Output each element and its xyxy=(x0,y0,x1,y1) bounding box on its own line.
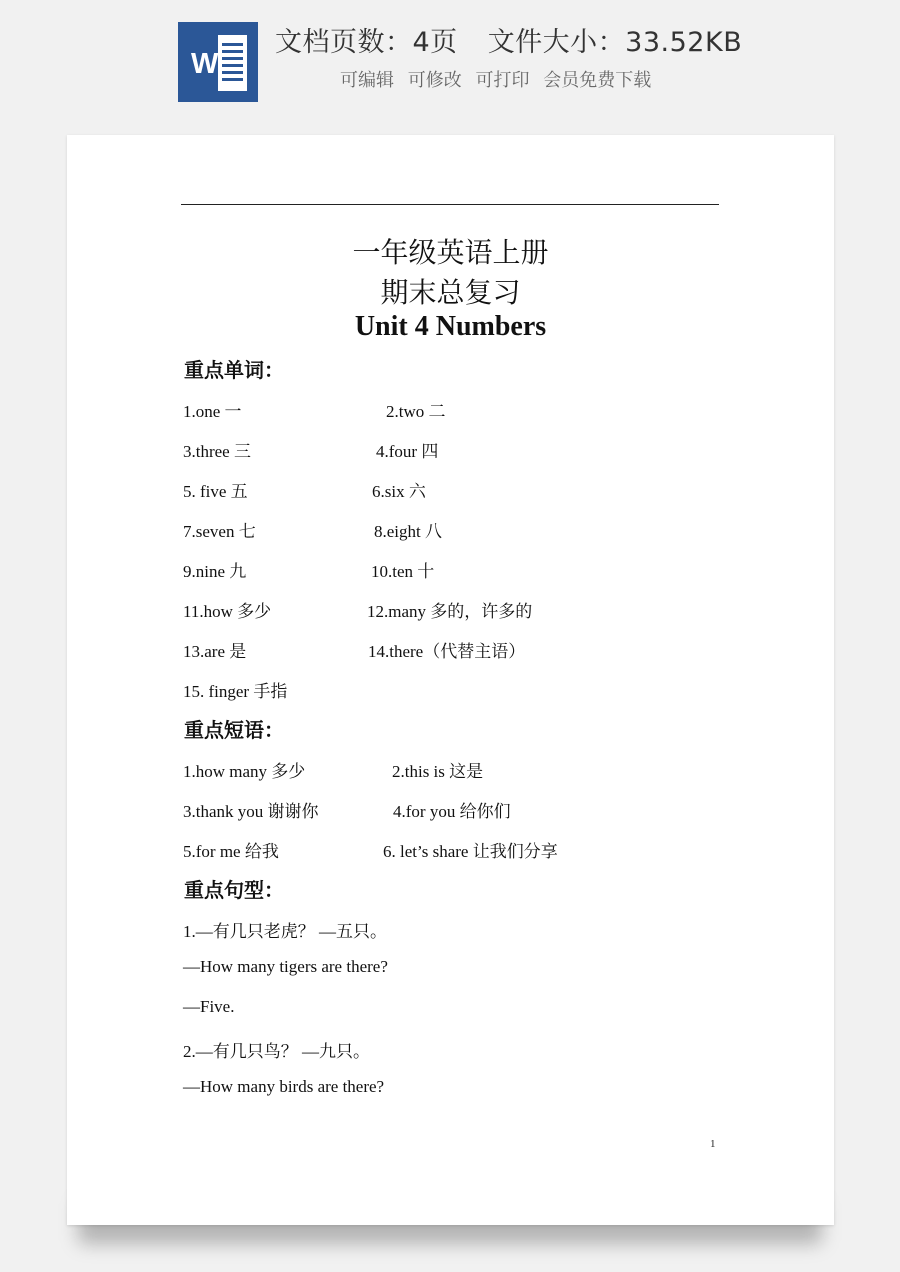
word-item: 3.three 三 xyxy=(183,442,251,461)
document-page xyxy=(67,135,834,1225)
document-info-header xyxy=(0,0,900,120)
word-item: 15. finger 手指 xyxy=(183,682,288,701)
phrase-item: 2.this is 这是 xyxy=(392,762,484,781)
unit-title: Unit 4 Numbers xyxy=(354,311,547,342)
page-count: 文档页数：4页 xyxy=(275,27,458,58)
word-item: 14.there（代替主语） xyxy=(368,642,526,661)
word-item: 13.are 是 xyxy=(183,642,247,661)
feature-editable: 可编辑 xyxy=(340,70,394,91)
phrase-item: 4.for you 给你们 xyxy=(393,802,511,821)
heading-key-phrases: 重点短语： xyxy=(184,718,284,742)
word-item: 11.how 多少 xyxy=(183,602,272,621)
word-document-icon xyxy=(178,22,258,102)
document-stats xyxy=(275,20,742,59)
phrase-item: 3.thank you 谢谢你 xyxy=(183,802,319,821)
heading-key-words: 重点单词： xyxy=(184,358,284,382)
word-item: 8.eight 八 xyxy=(374,522,442,541)
sentence-item: —Five. xyxy=(183,997,235,1016)
phrase-item: 5.for me 给我 xyxy=(183,842,279,861)
feature-member-download: 会员免费下载 xyxy=(543,70,652,91)
page-number: 1 xyxy=(710,1138,716,1150)
title-line-2: 期末总复习 xyxy=(380,276,521,309)
sentence-item: 1.—有几只老虎？ —五只。 xyxy=(183,922,387,941)
word-item: 10.ten 十 xyxy=(371,562,435,581)
word-item: 7.seven 七 xyxy=(183,522,256,541)
word-item: 6.six 六 xyxy=(372,482,426,501)
sentence-item: —How many tigers are there? xyxy=(183,957,388,976)
feature-printable: 可打印 xyxy=(475,70,530,91)
word-icon-letter: W xyxy=(191,48,219,80)
word-item: 4.four 四 xyxy=(376,442,439,461)
phrase-item: 1.how many 多少 xyxy=(183,762,306,781)
word-item: 12.many 多的，许多的 xyxy=(367,602,533,621)
sentence-item: 2.—有几只鸟？ —九只。 xyxy=(183,1042,370,1061)
word-item: 2.two 二 xyxy=(386,402,446,421)
phrase-item: 6. let’s share 让我们分享 xyxy=(383,842,558,861)
sentence-item: —How many birds are there? xyxy=(183,1077,385,1096)
word-item: 1.one 一 xyxy=(183,402,242,421)
heading-key-sentences: 重点句型： xyxy=(184,878,284,902)
header-rule xyxy=(181,204,719,205)
title-line-1: 一年级英语上册 xyxy=(352,236,549,269)
file-size: 文件大小：33.52KB xyxy=(487,27,743,58)
word-item: 5. five 五 xyxy=(183,482,248,501)
word-item: 9.nine 九 xyxy=(183,562,247,581)
feature-modifiable: 可修改 xyxy=(407,70,462,91)
feature-list xyxy=(340,66,659,92)
